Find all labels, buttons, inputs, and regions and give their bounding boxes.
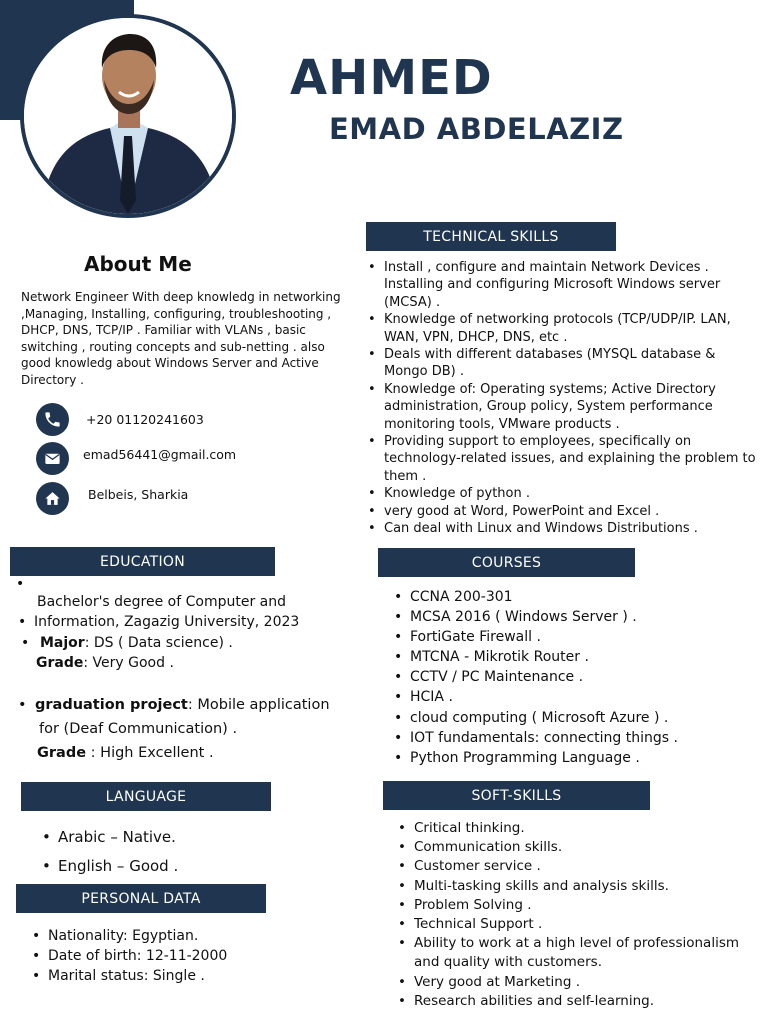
phone-icon xyxy=(36,403,69,436)
bullet-dot: • xyxy=(18,697,27,713)
soft-skills-list xyxy=(396,819,746,1011)
list-item: • Python Programming Language . xyxy=(392,748,732,768)
list-item: • Knowledge of python . xyxy=(366,485,758,502)
bullet-dot: • xyxy=(16,576,25,592)
list-item: • Technical Support . xyxy=(396,915,746,934)
list-item: • FortiGate Firewall . xyxy=(392,627,732,647)
list-item: • HCIA . xyxy=(392,687,732,707)
list-item: • Can deal with Linux and Windows Distributions . xyxy=(366,520,758,537)
degree-line-1: Bachelor's degree of Computer and xyxy=(37,594,287,610)
major-value: : DS ( Data science) . xyxy=(84,635,233,651)
phone-text: +20 01120241603 xyxy=(86,412,204,427)
grade-label: Grade xyxy=(36,655,84,671)
grade-row xyxy=(16,653,346,673)
list-item: • Knowledge of: Operating systems; Active Directory administration, Group policy, System performance monitoring tools, VMware products . xyxy=(366,381,758,433)
name-last: EMAD ABDELAZIZ xyxy=(329,112,624,146)
list-item: • Multi-tasking skills and analysis skills. xyxy=(396,877,746,896)
technical-skills-header: TECHNICAL SKILLS xyxy=(366,222,616,251)
list-item: • Customer service . xyxy=(396,857,746,876)
major-label: Major xyxy=(40,635,85,651)
language-list xyxy=(40,823,178,881)
about-title: About Me xyxy=(84,252,192,276)
project-label: graduation project xyxy=(35,697,188,713)
address-text: Belbeis, Sharkia xyxy=(88,487,189,502)
bullet-dot: • xyxy=(21,635,30,651)
mail-icon xyxy=(36,442,69,475)
list-item: • Arabic – Native. xyxy=(40,823,178,852)
list-item: • Ability to work at a high level of professionalism and quality with customers. xyxy=(396,934,746,972)
list-item: • Communication skills. xyxy=(396,838,746,857)
bullet-dot: • xyxy=(18,614,27,630)
contact-phone xyxy=(36,403,204,436)
project-grade-label: Grade xyxy=(37,745,87,761)
list-item: • cloud computing ( Microsoft Azure ) . xyxy=(392,708,732,728)
project-grade-row xyxy=(16,741,346,765)
list-item: • Providing support to employees, specifically on technology-related issues, and explaining the problem to them . xyxy=(366,433,758,485)
profile-photo xyxy=(20,14,236,218)
contact-address xyxy=(36,482,188,515)
major-row xyxy=(16,633,346,653)
list-item: • CCNA 200-301 xyxy=(392,587,732,607)
courses-list xyxy=(392,587,732,768)
grade-value: : Very Good . xyxy=(83,655,174,671)
list-item: • Knowledge of networking protocols (TCP/UDP/IP. LAN, WAN, VPN, DHCP, DNS, etc . xyxy=(366,311,758,346)
list-item: • Install , configure and maintain Network Devices . Installing and configuring Microsoft Windows server (MCSA) . xyxy=(366,259,758,311)
list-item: • Deals with different databases (MYSQL database & Mongo DB) . xyxy=(366,346,758,381)
list-item: • MCSA 2016 ( Windows Server ) . xyxy=(392,607,732,627)
education-body xyxy=(16,576,346,765)
name-first: AHMED xyxy=(290,50,493,106)
personal-data-header: PERSONAL DATA xyxy=(16,884,266,913)
list-item: • Nationality: Egyptian. xyxy=(30,926,227,946)
list-item: • Very good at Marketing . xyxy=(396,973,746,992)
home-icon xyxy=(36,482,69,515)
courses-header: COURSES xyxy=(378,548,635,577)
project-value-1: : Mobile application xyxy=(187,697,330,713)
list-item: • MTCNA - Mikrotik Router . xyxy=(392,647,732,667)
email-text: emad56441@gmail.com xyxy=(83,447,237,462)
education-header: EDUCATION xyxy=(10,547,275,576)
project-grade-value: : High Excellent . xyxy=(86,745,214,761)
list-item: • very good at Word, PowerPoint and Excel . xyxy=(366,503,758,520)
about-text: Network Engineer With deep knowledg in networking ,Managing, Installing, configuring, troubleshooting , DHCP, DNS, TCP/IP . Familiar with VLANs , basic switching , routing concepts and sub-netting . also good knowledg about Windows Server and Active Directory . xyxy=(21,290,341,387)
list-item: • Research abilities and self-learning. xyxy=(396,992,746,1011)
list-item: • IOT fundamentals: connecting things . xyxy=(392,728,732,748)
soft-skills-header: SOFT-SKILLS xyxy=(383,781,650,810)
list-item: • Problem Solving . xyxy=(396,896,746,915)
list-item: • CCTV / PC Maintenance . xyxy=(392,667,732,687)
list-item: • Marital status: Single . xyxy=(30,966,227,986)
list-item: • Date of birth: 12-11-2000 xyxy=(30,946,227,966)
personal-data-list xyxy=(30,926,227,986)
degree-line-2: Information, Zagazig University, 2023 xyxy=(34,614,300,630)
technical-skills-list xyxy=(366,259,758,538)
language-header: LANGUAGE xyxy=(21,782,271,811)
list-item: • Critical thinking. xyxy=(396,819,746,838)
degree-line-2-row xyxy=(16,612,346,632)
project-row xyxy=(16,693,346,717)
list-item: • English – Good . xyxy=(40,852,178,881)
project-value-2: for (Deaf Communication) . xyxy=(39,721,238,737)
contact-email xyxy=(36,442,236,475)
